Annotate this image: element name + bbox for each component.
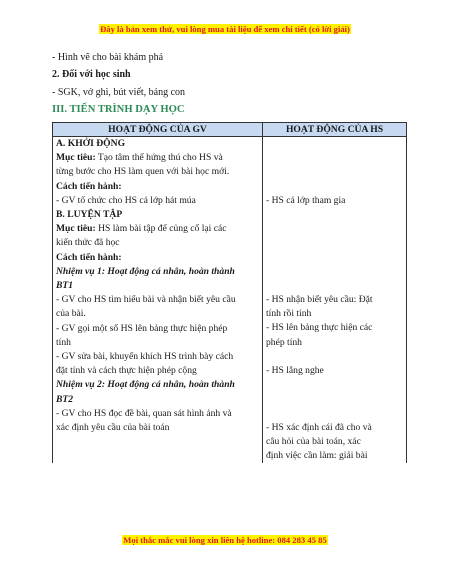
header-student-activity: HOẠT ĐỘNG CỦA HS	[263, 123, 407, 137]
section-b-method: Cách tiến hành:	[56, 251, 122, 263]
hs-activity-a: - HS cả lớp tham gia	[266, 194, 346, 206]
hs-task1-2: - HS lên bảng thực hiện các	[266, 322, 373, 334]
section-b-goal-cont: kiến thức đã học	[56, 237, 120, 249]
lesson-plan-table	[52, 122, 407, 463]
task1-title-cont: BT1	[56, 280, 74, 292]
task1-title: Nhiệm vụ 1: Hoạt động cá nhân, hoàn thành	[56, 265, 235, 277]
student-activity-cell	[263, 137, 407, 464]
hotline-banner-text: Mọi thắc mắc vui lòng xin liên hệ hotline: 084 283 45 85	[123, 535, 327, 545]
goal-label: Mục tiêu:	[56, 152, 96, 164]
teacher-activity-cell	[53, 137, 263, 464]
preview-banner	[0, 24, 450, 34]
section-a-goal	[56, 151, 259, 165]
task2-step1: - GV cho HS đọc đề bài, quan sát hình ảnh và	[56, 407, 232, 419]
hs-task2-1-cont: câu hỏi của bài toán, xác	[266, 436, 361, 448]
hs-task1-1: - HS nhận biết yêu cầu: Đặt	[266, 294, 373, 306]
header-teacher-activity: HOẠT ĐỘNG CỦA GV	[53, 123, 263, 137]
task2-step1-cont: xác định yêu cầu của bài toán	[56, 422, 170, 434]
section-b-goal	[56, 222, 259, 236]
task1-step3: - GV sửa bài, khuyến khích HS trình bày cách	[56, 351, 234, 363]
hs-task2-1: - HS xác định cái đã cho và	[266, 421, 372, 433]
hs-task1-1-cont: tính rồi tính	[266, 308, 312, 320]
section-a-method: Cách tiến hành:	[56, 180, 122, 192]
goal-text: Tạo tâm thế hứng thú cho HS và	[95, 152, 223, 164]
section-heading-process: III. TIẾN TRÌNH DẠY HỌC	[52, 104, 185, 115]
task1-step2: - GV gọi một số HS lên bảng thực hiện phép	[56, 322, 228, 334]
task2-title-cont: BT2	[56, 393, 74, 405]
hs-task1-3: - HS lắng nghe	[266, 365, 324, 377]
table-row	[53, 137, 407, 464]
hs-task1-2-cont: phép tính	[266, 336, 302, 348]
task2-title: Nhiệm vụ 2: Hoạt động cá nhân, hoàn thành	[56, 379, 235, 391]
task1-step3-cont: đặt tính và cách thực hiện phép cộng	[56, 365, 197, 377]
table-header-row	[53, 123, 407, 137]
materials-line: - Hình vẽ cho bài khám phá	[52, 52, 164, 63]
preview-banner-text: Đây là bản xem thử, vui lòng mua tài liệu để xem chi tiết (có lời giải)	[100, 24, 350, 34]
task1-step1: - GV cho HS tìm hiểu bài và nhận biết yêu cầu	[56, 294, 236, 306]
task1-step1-cont: của bài.	[56, 308, 86, 320]
goal-label: Mục tiêu:	[56, 223, 96, 235]
section-a-step: - GV tổ chức cho HS cả lớp hát múa	[56, 194, 196, 206]
task1-step2-cont: tính	[56, 336, 71, 348]
section-a-title: A. KHỞI ĐỘNG	[56, 138, 126, 149]
section-a-goal-cont: từng bước cho HS làm quen với bài học mới.	[56, 166, 230, 178]
hotline-banner	[0, 535, 450, 545]
section-heading-students: 2. Đối với học sinh	[52, 69, 131, 80]
hs-task2-1-cont2: định việc cần làm: giải bài	[266, 450, 368, 462]
section-b-title: B. LUYỆN TẬP	[56, 209, 123, 221]
students-materials-line: - SGK, vở ghi, bút viết, bảng con	[52, 87, 186, 98]
goal-text: HS làm bài tập để củng cố lại các	[95, 223, 227, 235]
